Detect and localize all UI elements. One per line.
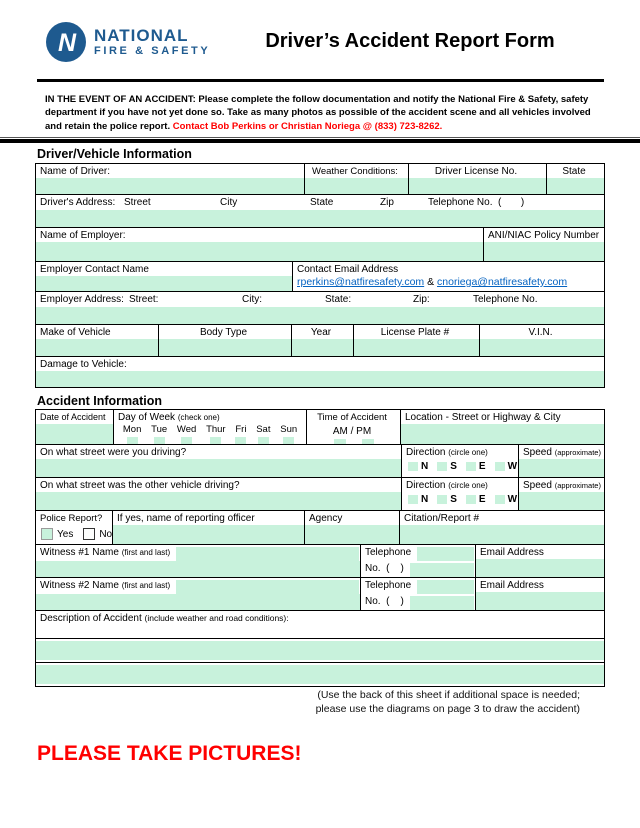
company-logo <box>46 22 210 62</box>
direction-label <box>402 445 518 459</box>
driver-vehicle-heading: Driver/Vehicle Information <box>37 147 192 161</box>
speed-hint: (approximate) <box>554 448 601 457</box>
employer-cell <box>36 228 483 261</box>
accident-heading: Accident Information <box>37 394 163 408</box>
street-other-input[interactable] <box>36 492 401 510</box>
day-label: Sun <box>280 424 298 435</box>
witness1-phone-label-row <box>361 545 475 561</box>
address-state-label: State <box>310 197 334 208</box>
speed-text: Speed <box>523 447 552 458</box>
witness2-phone-label-row <box>361 578 475 594</box>
speed-label <box>519 478 604 492</box>
weather-label: Weather Conditions: <box>312 166 398 177</box>
day-of-week-label <box>114 410 306 424</box>
employer-state-label: State: <box>325 294 352 305</box>
state-input[interactable] <box>547 178 604 194</box>
policy-label: ANI/NIAC Policy Number <box>488 230 600 241</box>
day-checkbox[interactable] <box>127 437 138 444</box>
description-input[interactable] <box>36 665 604 684</box>
employer-contact-cell <box>36 262 292 291</box>
street-you-label: On what street were you driving? <box>40 447 187 458</box>
witness2-phone-number-row <box>361 594 475 610</box>
email-address-label: Email Address <box>480 580 544 591</box>
direction-letter: W <box>507 461 518 472</box>
day-checkbox[interactable] <box>210 437 221 444</box>
direction-checkbox[interactable] <box>437 495 447 504</box>
agency-cell <box>304 511 399 544</box>
witness2-name-label <box>36 578 173 594</box>
contact-email-links <box>293 276 604 290</box>
direction-option <box>466 461 486 472</box>
table-row <box>36 164 604 194</box>
weather-cell <box>304 164 408 194</box>
employer-zip-label: Zip: <box>413 294 430 305</box>
day-label: Thur <box>206 424 226 435</box>
direction-checkbox[interactable] <box>466 495 476 504</box>
witness1-phone-number-row <box>361 561 475 577</box>
employer-address-label: Employer Address: <box>40 294 124 305</box>
agency-label: Agency <box>309 513 343 524</box>
table-row <box>36 577 604 610</box>
policy-cell <box>483 228 604 261</box>
witness2-name-cell <box>36 578 360 610</box>
citation-input[interactable] <box>400 525 604 544</box>
direction-text: Direction <box>406 480 446 491</box>
license-label: Driver License No. <box>434 166 518 177</box>
witness2-text: Witness #2 Name <box>40 580 119 591</box>
direction-option <box>495 461 517 472</box>
header-divider <box>37 79 604 82</box>
day-label: Sat <box>256 424 271 435</box>
accident-date-cell <box>36 410 113 444</box>
speed-other-input[interactable] <box>519 492 604 510</box>
note-line2: please use the diagrams on page 3 to draw the accident) <box>315 703 580 715</box>
email-separator: & <box>424 276 438 288</box>
vin-label: V.I.N. <box>528 327 553 338</box>
direction-checkbox[interactable] <box>437 462 447 471</box>
direction-options <box>402 492 518 505</box>
employer-city-label: City: <box>242 294 262 305</box>
direction-other-cell <box>401 478 518 510</box>
contact-email-cell <box>292 262 604 291</box>
license-plate-input[interactable] <box>354 339 479 356</box>
employer-label: Name of Employer: <box>40 230 126 241</box>
svg-text:N: N <box>57 29 77 57</box>
witness1-email-cell <box>475 545 604 577</box>
day-label: Tue <box>151 424 168 435</box>
employer-address-cell <box>36 292 604 324</box>
weather-input[interactable] <box>305 178 408 194</box>
state-cell <box>546 164 604 194</box>
driver-address-cell <box>36 195 604 227</box>
witness2-phone-input[interactable] <box>410 596 474 610</box>
speed-other-cell <box>518 478 604 510</box>
day-option <box>275 424 302 444</box>
witness1-phone-input[interactable] <box>417 547 474 561</box>
driver-vehicle-table <box>35 163 605 388</box>
reporting-officer-label: If yes, name of reporting officer <box>117 513 255 524</box>
witness1-phone-input[interactable] <box>410 563 474 577</box>
street-you-cell <box>36 445 401 477</box>
license-cell <box>408 164 546 194</box>
logo-text <box>94 27 210 58</box>
no-checkbox[interactable] <box>83 528 95 540</box>
direction-option <box>408 461 428 472</box>
address-phone-label: Telephone No. ( ) <box>428 197 525 208</box>
police-report-cell <box>36 511 112 544</box>
address-zip-label: Zip <box>380 197 394 208</box>
speed-hint: (approximate) <box>554 481 601 490</box>
direction-option <box>495 494 517 505</box>
day-option <box>251 424 275 444</box>
direction-option <box>437 461 457 472</box>
vehicle-make-label: Make of Vehicle <box>40 327 111 338</box>
day-checkbox-grid <box>114 424 306 444</box>
description-input-row <box>36 663 604 686</box>
reporting-officer-input[interactable] <box>113 525 304 544</box>
direction-checkbox[interactable] <box>408 462 418 471</box>
day-of-week-hint: (check one) <box>177 413 220 422</box>
witness1-name-cell <box>36 545 360 577</box>
section-divider-bar <box>0 139 640 143</box>
direction-hint: (circle one) <box>448 448 488 457</box>
table-row <box>36 510 604 544</box>
no-option <box>83 528 112 540</box>
witness1-name-input[interactable] <box>36 561 360 577</box>
witness1-name-label <box>36 545 173 561</box>
direction-letter: E <box>478 494 486 505</box>
location-label: Location - Street or Highway & City <box>405 412 561 423</box>
police-report-options <box>36 525 112 540</box>
street-you-input[interactable] <box>36 459 401 477</box>
vehicle-make-input[interactable] <box>36 339 158 356</box>
day-option <box>118 424 146 444</box>
telephone-no-label: No. ( ) <box>365 563 404 574</box>
table-row <box>36 194 604 227</box>
employer-address-labels <box>36 292 604 307</box>
year-label: Year <box>310 327 332 338</box>
day-checkbox[interactable] <box>154 437 165 444</box>
direction-letter: S <box>450 461 457 472</box>
year-cell <box>291 325 353 356</box>
direction-letter: E <box>478 461 486 472</box>
witness2-phone-cell <box>360 578 475 610</box>
direction-options <box>402 459 518 472</box>
witness2-name-input[interactable] <box>176 580 359 594</box>
vin-input[interactable] <box>480 339 604 356</box>
speed-text: Speed <box>523 480 552 491</box>
yes-checkbox[interactable] <box>41 528 53 540</box>
description-label <box>36 611 604 625</box>
damage-label: Damage to Vehicle: <box>40 359 127 370</box>
day-option <box>231 424 252 444</box>
day-of-week-cell <box>113 410 306 444</box>
table-row <box>36 324 604 356</box>
direction-you-cell <box>401 445 518 477</box>
policy-input[interactable] <box>484 242 604 261</box>
am-checkbox[interactable] <box>334 439 346 444</box>
witness1-phone-cell <box>360 545 475 577</box>
page-title: Driver’s Accident Report Form <box>265 30 555 52</box>
witness2-email-input[interactable] <box>476 592 604 610</box>
employer-address-input[interactable] <box>36 307 604 324</box>
notice-text: IN THE EVENT OF AN ACCIDENT: Please complete the follow documentation and notify the National Fire & Safety, safety department if you have not yet done so. Take as many photos as possible of the accident scene and all vehicles involved and retain the police report. <box>45 94 591 132</box>
telephone-no-label: No. ( ) <box>365 596 404 607</box>
yes-option <box>41 528 73 540</box>
direction-checkbox[interactable] <box>466 462 476 471</box>
damage-cell <box>36 357 604 387</box>
witness1-hint: (first and last) <box>121 548 171 557</box>
body-type-cell <box>158 325 291 356</box>
note-line1: (Use the back of this sheet if additional space is needed; <box>317 689 580 701</box>
location-input[interactable] <box>401 424 604 444</box>
day-label: Wed <box>176 424 197 435</box>
email-address-label: Email Address <box>480 547 544 558</box>
direction-option <box>408 494 428 505</box>
direction-letter: W <box>507 494 518 505</box>
day-label: Fri <box>235 424 247 435</box>
telephone-label: Telephone <box>365 547 412 558</box>
employer-street-label: Street: <box>129 294 159 305</box>
table-row <box>36 444 604 477</box>
description-input[interactable] <box>36 641 604 660</box>
direction-checkbox[interactable] <box>408 495 418 504</box>
driver-name-label: Name of Driver: <box>40 166 111 177</box>
direction-text: Direction <box>406 447 446 458</box>
witness2-email-cell <box>475 578 604 610</box>
accident-date-label: Date of Accident <box>40 412 106 422</box>
citation-cell <box>399 511 604 544</box>
logo-icon <box>46 22 86 62</box>
table-row <box>36 662 604 686</box>
witness2-label-row <box>36 578 360 594</box>
direction-letter: S <box>450 494 457 505</box>
address-label: Driver's Address: <box>40 197 116 208</box>
agency-input[interactable] <box>305 525 399 544</box>
damage-input[interactable] <box>36 371 604 387</box>
description-hint: (include weather and road conditions): <box>144 613 289 623</box>
reporting-officer-cell <box>112 511 304 544</box>
day-checkbox[interactable] <box>283 437 294 444</box>
license-input[interactable] <box>409 178 546 194</box>
witness1-name-input[interactable] <box>176 547 359 561</box>
speed-you-input[interactable] <box>519 459 604 477</box>
table-row <box>36 291 604 324</box>
license-plate-label: License Plate # <box>380 327 450 338</box>
direction-label <box>402 478 518 492</box>
table-row <box>36 227 604 261</box>
street-other-label: On what street was the other vehicle driving? <box>40 480 240 491</box>
employer-input[interactable] <box>36 242 483 261</box>
table-row <box>36 410 604 444</box>
employer-contact-label: Employer Contact Name <box>40 264 149 275</box>
day-checkbox[interactable] <box>235 437 246 444</box>
driver-name-cell <box>36 164 304 194</box>
email-link-rperkins[interactable]: rperkins@natfiresafety.com <box>297 276 425 288</box>
witness1-text: Witness #1 Name <box>40 547 119 558</box>
yes-label: Yes <box>57 528 74 540</box>
day-option <box>172 424 201 444</box>
take-pictures-warning: PLEASE TAKE PICTURES! <box>37 742 302 765</box>
witness2-name-input[interactable] <box>36 594 360 610</box>
description-cell <box>36 611 604 638</box>
address-street-label: Street <box>124 197 151 208</box>
accident-date-input[interactable] <box>36 424 113 444</box>
logo-line1: NATIONAL <box>94 25 189 45</box>
speed-you-cell <box>518 445 604 477</box>
day-option <box>146 424 172 444</box>
state-label: State <box>562 166 586 177</box>
direction-letter: N <box>421 494 429 505</box>
driver-address-labels <box>36 195 604 210</box>
logo-line2: FIRE & SAFETY <box>94 44 211 57</box>
no-label: No <box>99 528 112 540</box>
location-cell <box>400 410 604 444</box>
driver-address-input[interactable] <box>36 210 604 227</box>
direction-checkbox[interactable] <box>495 462 505 471</box>
license-plate-cell <box>353 325 479 356</box>
table-row <box>36 610 604 638</box>
year-input[interactable] <box>292 339 353 356</box>
table-row <box>36 261 604 291</box>
time-of-accident-label: Time of Accident <box>317 412 387 423</box>
email-link-cnoriega[interactable]: cnoriega@natfiresafety.com <box>437 276 568 288</box>
am-pm-checkboxes <box>307 439 400 444</box>
table-row <box>36 638 604 662</box>
table-row <box>36 477 604 510</box>
vehicle-make-cell <box>36 325 158 356</box>
contact-email-label: Contact Email Address <box>297 264 399 275</box>
address-city-label: City <box>220 197 238 208</box>
accident-table <box>35 409 605 687</box>
witness1-email-input[interactable] <box>476 559 604 577</box>
table-row <box>36 544 604 577</box>
description-input-row <box>36 639 604 662</box>
employer-phone-label: Telephone No. <box>473 294 538 305</box>
section-divider-thin <box>0 137 640 138</box>
description-text: Description of Accident <box>40 613 142 624</box>
time-of-accident-cell <box>306 410 400 444</box>
street-other-cell <box>36 478 401 510</box>
pm-checkbox[interactable] <box>362 439 374 444</box>
driver-name-input[interactable] <box>36 178 304 194</box>
witness2-hint: (first and last) <box>121 581 171 590</box>
day-checkbox[interactable] <box>258 437 269 444</box>
body-type-label: Body Type <box>199 327 248 338</box>
direction-checkbox[interactable] <box>495 495 505 504</box>
day-label: Mon <box>122 424 142 435</box>
witness2-phone-input[interactable] <box>417 580 474 594</box>
telephone-label: Telephone <box>365 580 412 591</box>
police-report-label: Police Report? <box>40 513 103 524</box>
speed-label <box>519 445 604 459</box>
table-row <box>36 356 604 387</box>
direction-option <box>466 494 486 505</box>
witness1-label-row <box>36 545 360 561</box>
day-option <box>201 424 230 444</box>
am-pm-label: AM / PM <box>332 426 372 437</box>
citation-label: Citation/Report # <box>404 513 480 524</box>
direction-hint: (circle one) <box>448 481 488 490</box>
additional-space-note <box>300 688 580 716</box>
direction-letter: N <box>421 461 429 472</box>
direction-option <box>437 494 457 505</box>
accident-notice <box>45 93 605 133</box>
day-of-week-text: Day of Week <box>118 412 176 423</box>
body-type-input[interactable] <box>159 339 291 356</box>
day-checkbox[interactable] <box>181 437 192 444</box>
vin-cell <box>479 325 604 356</box>
notice-contact-text: Contact Bob Perkins or Christian Noriega @ (833) 723-8262. <box>172 120 443 132</box>
employer-contact-input[interactable] <box>36 276 292 291</box>
